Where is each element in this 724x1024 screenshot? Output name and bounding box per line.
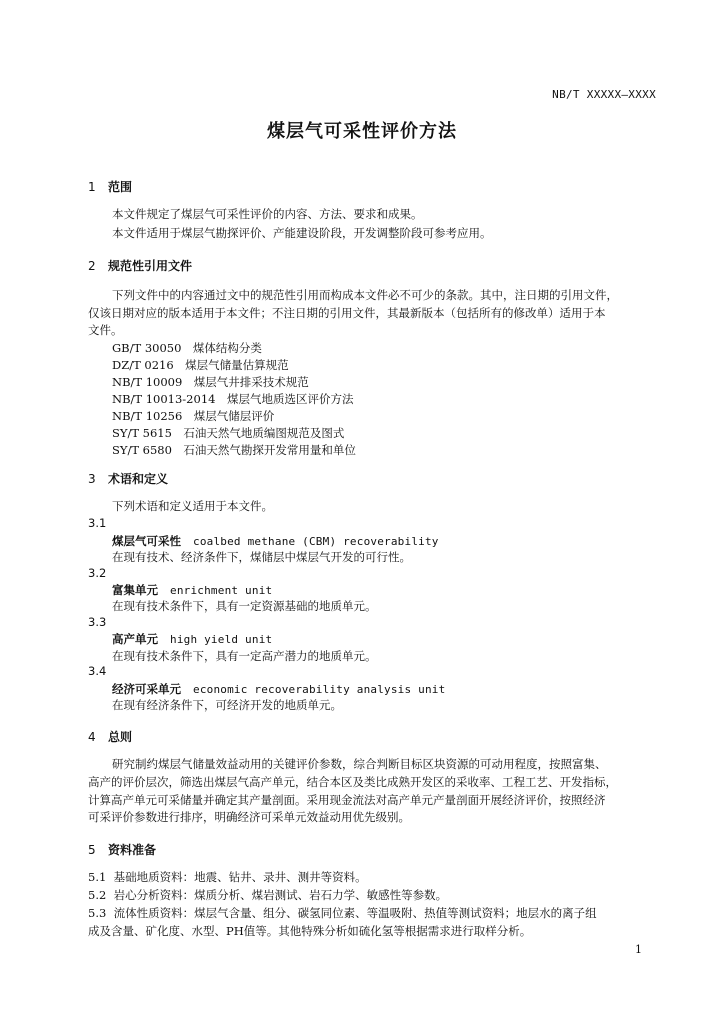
term-entry — [112, 533, 439, 549]
reference-item: NB/T 10013-2014 煤层气地质选区评价方法 — [112, 392, 354, 406]
term-entry — [112, 681, 445, 697]
term-zh: 高产单元 — [112, 632, 158, 646]
term-en: economic recoverability analysis unit — [193, 683, 446, 696]
paragraph-line: 计算高产单元可采储量并确定其产量剖面。采用现金流法对高产单元产量剖面开展经济评价，按照经济 — [88, 793, 606, 807]
clause-number: 5.1 — [88, 870, 107, 884]
clause-continuation: 成及含量、矿化度、水型、PH值等。其他特殊分析如硫化氢等根据需求进行取样分析。 — [88, 924, 532, 938]
term-definition: 在现有技术、经济条件下，煤储层中煤层气开发的可行性。 — [112, 550, 411, 564]
reference-item: SY/T 6580 石油天然气勘探开发常用量和单位 — [112, 443, 356, 457]
term-definition: 在现有经济条件下，可经济开发的地质单元。 — [112, 698, 342, 712]
section-number: 4 — [88, 730, 96, 744]
document-title: 煤层气可采性评价方法 — [267, 121, 457, 142]
clause-text: 基础地质资料：地震、钻井、录井、测井等资料。 — [113, 870, 367, 884]
section-heading-2 — [88, 257, 192, 274]
paragraph-line: 研究制约煤层气储量效益动用的关键评价参数，综合判断目标区块资源的可动用程度，按照富集、 — [112, 757, 607, 771]
section-number: 5 — [88, 843, 96, 857]
term-en: enrichment unit — [170, 584, 273, 597]
section-heading-4 — [88, 728, 132, 745]
section-number: 2 — [88, 259, 96, 273]
paragraph: 下列术语和定义适用于本文件。 — [112, 499, 273, 513]
paragraph-line: 仅该日期对应的版本适用于本文件；不注日期的引用文件，其最新版本（包括所有的修改单）适用于本 — [88, 306, 606, 320]
term-zh: 煤层气可采性 — [112, 534, 181, 548]
term-en: high yield unit — [170, 633, 273, 646]
clause-item — [88, 887, 447, 903]
term-definition: 在现有技术条件下，具有一定高产潜力的地质单元。 — [112, 649, 377, 663]
clause-item — [88, 869, 367, 885]
term-number: 3.1 — [88, 516, 107, 530]
standard-number: NB/T XXXXX—XXXX — [552, 88, 656, 101]
section-heading-5 — [88, 841, 156, 858]
clause-text: 岩心分析资料：煤质分析、煤岩测试、岩石力学、敏感性等参数。 — [113, 888, 448, 902]
section-title: 规范性引用文件 — [108, 259, 193, 273]
term-definition: 在现有技术条件下，具有一定资源基础的地质单元。 — [112, 599, 377, 613]
clause-text: 流体性质资料：煤层气含量、组分、碳氢同位素、等温吸附、热值等测试资料；地层水的离子组 — [113, 906, 597, 920]
reference-item: NB/T 10256 煤层气储层评价 — [112, 409, 275, 423]
section-heading-1 — [88, 178, 132, 195]
term-number: 3.3 — [88, 615, 107, 629]
paragraph-line: 下列文件中的内容通过文中的规范性引用而构成本文件必不可少的条款。其中，注日期的引用文件， — [112, 288, 618, 302]
reference-item: DZ/T 0216 煤层气储量估算规范 — [112, 358, 289, 372]
paragraph-line: 高产的评价层次，筛选出煤层气高产单元，结合本区及类比成熟开发区的采收率、工程工艺、开发指标， — [88, 775, 617, 789]
reference-item: SY/T 5615 石油天然气地质编图规范及图式 — [112, 426, 345, 440]
term-zh: 富集单元 — [112, 583, 158, 597]
reference-item: GB/T 30050 煤体结构分类 — [112, 341, 262, 355]
paragraph-line: 文件。 — [88, 323, 123, 337]
term-number: 3.2 — [88, 566, 107, 580]
paragraph-line: 可采评价参数进行排序，明确经济可采单元效益动用优先级别。 — [88, 810, 410, 824]
term-entry — [112, 582, 272, 598]
section-title: 范围 — [108, 180, 133, 194]
section-heading-3 — [88, 470, 168, 487]
paragraph: 本文件规定了煤层气可采性评价的内容、方法、要求和成果。 — [112, 207, 423, 221]
section-title: 术语和定义 — [108, 472, 169, 486]
reference-item: NB/T 10009 煤层气井排采技术规范 — [112, 375, 309, 389]
term-entry — [112, 631, 272, 647]
section-title: 总则 — [108, 730, 133, 744]
term-zh: 经济可采单元 — [112, 682, 181, 696]
section-title: 资料准备 — [108, 843, 157, 857]
clause-number: 5.3 — [88, 906, 107, 920]
section-number: 3 — [88, 472, 96, 486]
term-number: 3.4 — [88, 664, 107, 678]
section-number: 1 — [88, 180, 96, 194]
clause-item — [88, 905, 597, 921]
paragraph: 本文件适用于煤层气勘探评价、产能建设阶段，开发调整阶段可参考应用。 — [112, 226, 492, 240]
clause-number: 5.2 — [88, 888, 107, 902]
page-number: 1 — [635, 943, 642, 956]
term-en: coalbed methane (CBM) recoverability — [193, 535, 439, 548]
